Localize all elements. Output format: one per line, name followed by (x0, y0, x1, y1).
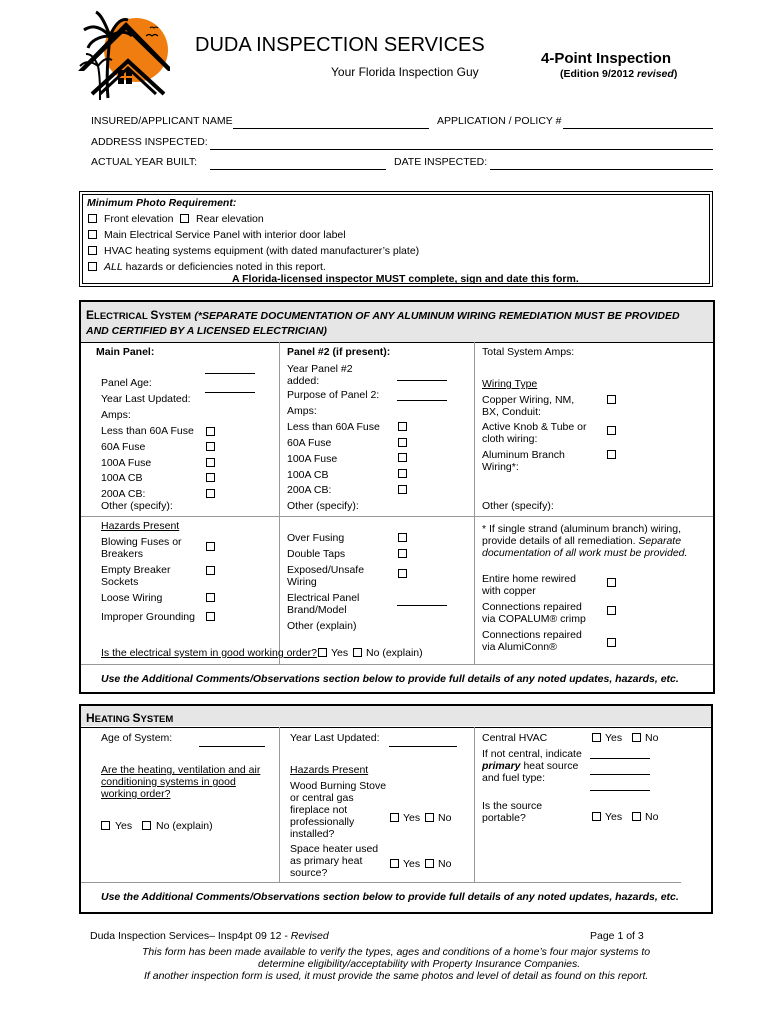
not-central-b: primary (482, 760, 521, 772)
heat-year-label: Year Last Updated: (290, 732, 380, 744)
el-good-yes-label: Yes (331, 647, 349, 659)
panel-age-input[interactable] (205, 373, 255, 374)
panel2-amps-label: Amps: (287, 405, 317, 417)
space-no-checkbox[interactable] (425, 859, 434, 868)
year-panel2-label: Year Panel #2 added: (287, 363, 353, 387)
alumiconn-checkbox[interactable] (607, 638, 616, 647)
portable-label: Is the source portable? (482, 800, 543, 824)
hvac-photo-checkbox[interactable] (88, 246, 97, 255)
panel2-100fuse-checkbox[interactable] (398, 453, 407, 462)
heat-grid-top (81, 727, 711, 728)
panel-photo-label: Main Electrical Service Panel with interior door label (104, 229, 346, 241)
double-taps-checkbox[interactable] (398, 549, 407, 558)
date-inspected-label: DATE INSPECTED: (394, 156, 488, 168)
purpose-panel2-label: Purpose of Panel 2: (287, 389, 380, 401)
main-100cb-checkbox[interactable] (206, 473, 215, 482)
copalum-checkbox[interactable] (607, 606, 616, 615)
heat-hazards-label: Hazards Present (290, 764, 369, 776)
wiring-other-label: Other (specify): (482, 500, 554, 512)
single-strand-text: * If single strand (aluminum branch) wiring, provide details of all remediation. (482, 523, 681, 547)
panel2-200cb-label: 200A CB: (287, 484, 332, 496)
ht-title-a: H (86, 711, 95, 725)
ht-title-b: EATING (94, 714, 133, 725)
main-60a-label: 60A Fuse (101, 441, 146, 453)
double-taps-label: Double Taps (287, 548, 346, 560)
address-input[interactable] (210, 149, 713, 150)
edition-revised: revised (637, 68, 674, 80)
policy-input[interactable] (563, 128, 713, 129)
heat-good-question: Are the heating, ventilation and air conditioning systems in good working order? (101, 764, 261, 800)
insured-input[interactable] (233, 128, 429, 129)
el-title-c: S (150, 308, 159, 322)
heating-header-bg (81, 706, 711, 726)
panel2-other-label: Other (specify): (287, 500, 359, 512)
front-elevation-label: Front elevation (104, 213, 174, 225)
insured-label: INSURED/APPLICANT NAME (91, 115, 233, 127)
wood-yes-checkbox[interactable] (390, 813, 399, 822)
el-comments-note: Use the Additional Comments/Observations section below to provide full details of any noted updates, hazards, etc. (101, 673, 679, 685)
over-fusing-checkbox[interactable] (398, 533, 407, 542)
heat-grid-v1 (279, 727, 280, 882)
heating-title (86, 711, 173, 725)
year-built-input[interactable] (210, 169, 386, 170)
heat-grid-v2 (474, 727, 475, 882)
page-number: Page 1 of 3 (590, 930, 644, 942)
el-good-no-checkbox[interactable] (353, 648, 362, 657)
other-explain-label: Other (explain) (287, 620, 357, 632)
heat-good-yes-checkbox[interactable] (101, 821, 110, 830)
main-100cb-label: 100A CB (101, 472, 143, 484)
brand-input[interactable] (397, 605, 447, 606)
main-100fuse-label: 100A Fuse (101, 457, 152, 469)
over-fusing-label: Over Fusing (287, 532, 345, 544)
panel2-100cb-checkbox[interactable] (398, 469, 407, 478)
exposed-label: Exposed/Unsafe Wiring (287, 564, 365, 588)
panel-age-label: Panel Age: (101, 377, 152, 389)
photo-title: Minimum Photo Requirement: (87, 197, 237, 209)
electrical-title (86, 308, 680, 322)
el-title-b: LECTRICAL (94, 311, 151, 322)
photo-notice: A Florida-licensed inspector MUST complete, sign and date this form. (232, 273, 579, 285)
panel2-label: Panel #2 (if present): (287, 346, 391, 358)
address-label: ADDRESS INSPECTED: (91, 136, 208, 148)
heat-age-input[interactable] (199, 746, 265, 747)
footer-left-b: Revised (290, 930, 329, 942)
company-logo (78, 6, 170, 101)
empty-checkbox[interactable] (206, 566, 215, 575)
brand-label: Electrical Panel Brand/Model (287, 592, 360, 616)
form-title: 4-Point Inspection (541, 50, 672, 67)
disclaimer-line2: determine eligibility/acceptability with Property Insurance Companies. (258, 958, 581, 970)
heat-source-input-2[interactable] (590, 774, 650, 775)
central-hvac-label: Central HVAC (482, 732, 548, 744)
ht-title-d: YSTEM (140, 714, 174, 725)
company-name: DUDA INSPECTION SERVICES (195, 34, 485, 56)
el-good-no-label: No (explain) (366, 647, 423, 659)
year-panel2-input[interactable] (397, 380, 447, 381)
heat-good-yes-label: Yes (115, 820, 133, 832)
wood-no-label: No (438, 812, 452, 824)
portable-yes-label: Yes (605, 811, 623, 823)
portable-yes-checkbox[interactable] (592, 812, 601, 821)
hvac-photo-label: HVAC heating systems equipment (with dated manufacturer’s plate) (104, 245, 420, 257)
panel2-100cb-label: 100A CB (287, 469, 329, 481)
grounding-label: Improper Grounding (101, 611, 195, 623)
central-no-label: No (645, 732, 659, 744)
electrical-note-line2: AND CERTIFIED BY A LICENSED ELECTRICIAN) (86, 325, 327, 337)
el-grid-top (81, 342, 713, 343)
copper-label: Copper Wiring, NM, BX, Conduit: (482, 394, 575, 418)
panel2-60a-checkbox[interactable] (398, 438, 407, 447)
disclaimer-line3: If another inspection form is used, it must provide the same photos and level of detail as found on this report. (144, 970, 649, 982)
rear-elevation-label: Rear elevation (196, 213, 264, 225)
knob-checkbox[interactable] (607, 426, 616, 435)
central-no-checkbox[interactable] (632, 733, 641, 742)
company-tagline: Your Florida Inspection Guy (331, 65, 479, 79)
purpose-panel2-input[interactable] (397, 400, 447, 401)
main-100fuse-checkbox[interactable] (206, 458, 215, 467)
main-panel-label: Main Panel: (96, 346, 155, 358)
date-inspected-input[interactable] (490, 169, 713, 170)
form-edition (560, 68, 677, 80)
single-strand-note (482, 523, 707, 559)
hazards-photo-checkbox[interactable] (88, 262, 97, 271)
space-yes-label: Yes (403, 858, 421, 870)
wood-stove-label: Wood Burning Stove or central gas fireplace not professionally installed? (290, 780, 387, 840)
el-title-a: E (86, 308, 95, 322)
el-good-question (101, 647, 317, 659)
main-200cb-checkbox[interactable] (206, 489, 215, 498)
el-grid-v4 (474, 516, 475, 664)
heat-grid-bottom (81, 882, 681, 883)
panel2-200cb-checkbox[interactable] (398, 485, 407, 494)
footer-left-a: Duda Inspection Services– Insp4pt 09 12 - (90, 930, 291, 942)
separate-doc-text: Separate documentation of all work must be provided. (482, 535, 688, 559)
all-rest: hazards or deficiencies noted in this report. (122, 261, 326, 273)
ht-title-c: S (132, 711, 141, 725)
wood-no-checkbox[interactable] (425, 813, 434, 822)
el-grid-v2 (474, 342, 475, 516)
el-grid-v1 (279, 342, 280, 516)
heat-source-input-1[interactable] (590, 758, 650, 759)
el-note-line1: (*SEPARATE DOCUMENTATION OF ANY ALUMINUM WIRING REMEDIATION MUST BE PROVIDED (194, 310, 680, 322)
heat-source-input-3[interactable] (590, 790, 650, 791)
el-hazards-label: Hazards Present (101, 520, 180, 532)
alumiconn-label: Connections repaired via AlumiConn® (482, 629, 582, 653)
central-yes-label: Yes (605, 732, 623, 744)
panel2-lt60-label: Less than 60A Fuse (287, 421, 380, 433)
el-grid-mid (81, 516, 713, 517)
loose-checkbox[interactable] (206, 593, 215, 602)
main-year-updated-input[interactable] (205, 392, 255, 393)
grounding-checkbox[interactable] (206, 612, 215, 621)
el-title-d: YSTEM (158, 311, 192, 322)
space-yes-checkbox[interactable] (390, 859, 399, 868)
blowing-label: Blowing Fuses or Breakers (101, 536, 182, 560)
not-central-a: If not central, indicate (482, 748, 582, 760)
main-year-updated-label: Year Last Updated: (101, 393, 191, 405)
heat-year-input[interactable] (389, 746, 457, 747)
el-grid-v3 (279, 516, 280, 664)
panel2-100fuse-label: 100A Fuse (287, 453, 338, 465)
all-word: ALL (104, 261, 123, 273)
space-heater-label: Space heater used as primary heat source? (290, 843, 379, 879)
heat-good-no-label: No (explain) (156, 820, 213, 832)
el-good-yes-checkbox[interactable] (318, 648, 327, 657)
copalum-label: Connections repaired via COPALUM® crimp (482, 601, 586, 625)
empty-label: Empty Breaker Sockets (101, 564, 171, 588)
central-yes-checkbox[interactable] (592, 733, 601, 742)
front-elevation-checkbox[interactable] (88, 214, 97, 223)
policy-label: APPLICATION / POLICY # (437, 115, 562, 127)
knob-label: Active Knob & Tube or cloth wiring: (482, 421, 587, 445)
loose-label: Loose Wiring (101, 592, 163, 604)
rewired-label: Entire home rewired with copper (482, 573, 576, 597)
copper-checkbox[interactable] (607, 395, 616, 404)
main-other-label: Other (specify): (101, 500, 173, 512)
heat-comments-note: Use the Additional Comments/Observations section below to provide full details of any noted updates, hazards, etc. (101, 891, 679, 903)
aluminum-checkbox[interactable] (607, 450, 616, 459)
main-lt60-label: Less than 60A Fuse (101, 425, 194, 437)
el-grid-bottom (81, 664, 713, 665)
main-lt60-checkbox[interactable] (206, 427, 215, 436)
heat-age-label: Age of System: (101, 732, 173, 744)
wiring-type-label: Wiring Type (482, 378, 538, 390)
edition-prefix: (Edition 9/2012 (560, 68, 638, 80)
not-central-label (482, 748, 582, 784)
electrical-section (79, 300, 715, 694)
exposed-checkbox[interactable] (398, 569, 407, 578)
not-central-c: heat source and fuel type: (482, 760, 579, 784)
portable-no-label: No (645, 811, 659, 823)
edition-suffix: ) (673, 68, 678, 80)
space-no-label: No (438, 858, 452, 870)
hazards-photo-label (104, 261, 326, 273)
total-amps-label: Total System Amps: (482, 346, 575, 358)
rewired-checkbox[interactable] (607, 578, 616, 587)
wood-yes-label: Yes (403, 812, 421, 824)
blowing-checkbox[interactable] (206, 542, 215, 551)
aluminum-label: Aluminum Branch Wiring*: (482, 449, 565, 473)
panel2-60a-label: 60A Fuse (287, 437, 332, 449)
disclaimer-line1: This form has been made available to verify the types, ages and conditions of a home’s four major systems to (142, 946, 651, 958)
footer-form-id (90, 930, 329, 942)
rear-elevation-checkbox[interactable] (180, 214, 189, 223)
main-200cb-label: 200A CB: (101, 488, 146, 500)
main-amps-label: Amps: (101, 409, 131, 421)
panel2-lt60-checkbox[interactable] (398, 422, 407, 431)
portable-no-checkbox[interactable] (632, 812, 641, 821)
year-built-label: ACTUAL YEAR BUILT: (91, 156, 198, 168)
main-60a-checkbox[interactable] (206, 442, 215, 451)
panel-photo-checkbox[interactable] (88, 230, 97, 239)
el-good-text: Is the electrical system in good working order? (101, 647, 317, 659)
heat-good-no-checkbox[interactable] (142, 821, 151, 830)
